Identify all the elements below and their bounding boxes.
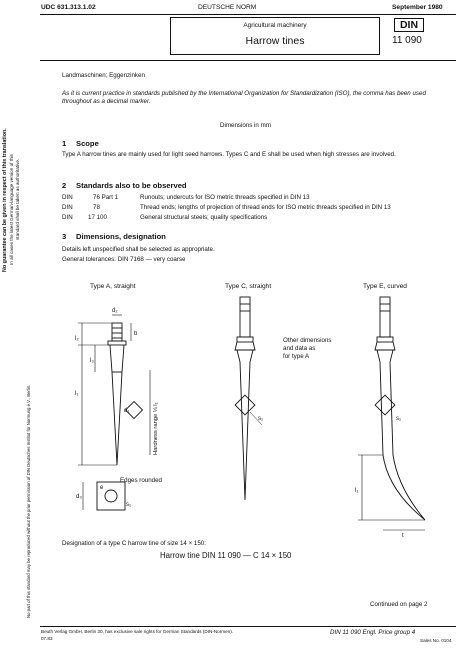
designation-example: Harrow tine DIN 11 090 — C 14 × 150	[160, 551, 292, 560]
std-row-3-number: 17 100	[88, 214, 107, 221]
s1-e-label: s₁	[396, 416, 402, 422]
l1-label: l₁	[75, 391, 79, 397]
scope-number: 1	[62, 139, 67, 148]
edges-rounded-label: Edges rounded	[120, 477, 162, 484]
hardness-range-label: Hardness range ⅓ l₁	[153, 402, 159, 455]
std-row-2-desc: Thread ends; lengths of projection of thread ends for ISO metric threads specified in DIN 13	[140, 204, 391, 211]
norm-label: DEUTSCHE NORM	[198, 4, 257, 11]
dimensions-line-1: Details left unspecified shall be selected as appropriate.	[62, 246, 215, 253]
type-a-drawing	[78, 315, 150, 510]
side-authoritative-line-1: In all cases the latest German-language version of this	[9, 154, 14, 265]
dimensions-heading: Dimensions, designation	[76, 232, 166, 241]
side-guarantee-line: No guarantee can be given in respect of this translation.	[2, 128, 8, 272]
other-dims-line-1: Other dimensions	[283, 337, 332, 344]
type-c-drawing	[235, 297, 262, 500]
footer-sales-number: Sales No. 0104	[420, 638, 452, 643]
type-a-label: Type A, straight	[90, 283, 136, 290]
d1-label: d₁	[124, 408, 130, 414]
std-row-1-desc: Runouts; undercuts for ISO metric threads specified in DIN 13	[140, 194, 310, 201]
footer-din-price: DIN 11 090 Engl. Price group 4	[330, 629, 416, 636]
std-row-2-prefix: DIN	[62, 204, 73, 211]
document-title: Harrow tines	[245, 35, 305, 47]
s1-c-label: s₁	[258, 416, 264, 422]
scope-heading: Scope	[76, 139, 99, 148]
l3-label: l₃	[90, 358, 94, 364]
l2-label: l₂	[75, 336, 79, 342]
type-e-dimension-labels	[355, 416, 404, 539]
t-label: t	[402, 533, 404, 539]
continued-note: Continued on page 2	[370, 601, 428, 608]
standards-heading: Standards also to be observed	[76, 181, 187, 190]
type-c-label: Type C, straight	[225, 283, 272, 290]
footer-code: 07.83	[41, 636, 53, 641]
dimensions-note: Dimensions in mm	[220, 122, 271, 129]
e-label: e	[100, 485, 104, 491]
std-row-3-prefix: DIN	[62, 214, 73, 221]
din-number: 11 090	[392, 35, 422, 46]
other-dims-line-2: and data as	[283, 345, 316, 352]
scope-text: Type A harrow tines are mainly used for light seed harrows. Types C and E shall be used when high stresses are involved.	[62, 151, 396, 158]
l1-e-label: l₁	[355, 488, 359, 494]
std-row-1-prefix: DIN	[62, 194, 73, 201]
d3-label: d₃	[76, 494, 82, 500]
german-title: Landmaschinen; Eggenzinken	[62, 72, 145, 79]
category-label: Agricultural machinery	[243, 22, 307, 29]
type-a-dimension-labels	[75, 308, 138, 508]
b-label: b	[134, 331, 138, 337]
std-row-3-desc: General structural steels; quality specifications	[140, 214, 268, 221]
side-copyright: No part of this standard may be reproduced without the prior permission of DIN Deutsches Institut für Normung e.V., Berlin.	[26, 384, 31, 618]
std-row-1-number: 76 Part 1	[93, 194, 119, 201]
other-dims-line-3: for type A	[283, 353, 310, 360]
designation-intro: Designation of a type C harrow tine of size 14 × 150:	[62, 540, 206, 547]
footer-publisher: Beuth Verlag GmbH, Berlin 30, has exclusive sale rights for German Standards (DIN-Normen).	[41, 629, 233, 634]
dimensions-line-2: General tolerances: DIN 7168 — very coarse	[62, 256, 186, 263]
publication-date: September 1980	[392, 4, 443, 11]
decimal-note: As it is current practice in standards published by the International Organization for Standardization (ISO), the comma has been used throughout as a decimal marker.	[62, 90, 426, 106]
type-e-label: Type E, curved	[363, 283, 407, 290]
s1-a-label: s₁	[126, 502, 132, 508]
standards-number: 2	[62, 181, 67, 190]
dimensions-number: 3	[62, 232, 67, 241]
std-row-2-number: 78	[93, 204, 100, 211]
d2-label: d₂	[112, 308, 118, 314]
footer-rule	[40, 626, 456, 627]
din-logo-text: DIN	[394, 18, 424, 32]
side-authoritative-line-2: standard shall be taken as authoritative.	[15, 158, 20, 240]
udc-number: UDC 631.313.1.02	[41, 4, 96, 11]
type-e-drawing	[358, 297, 425, 530]
